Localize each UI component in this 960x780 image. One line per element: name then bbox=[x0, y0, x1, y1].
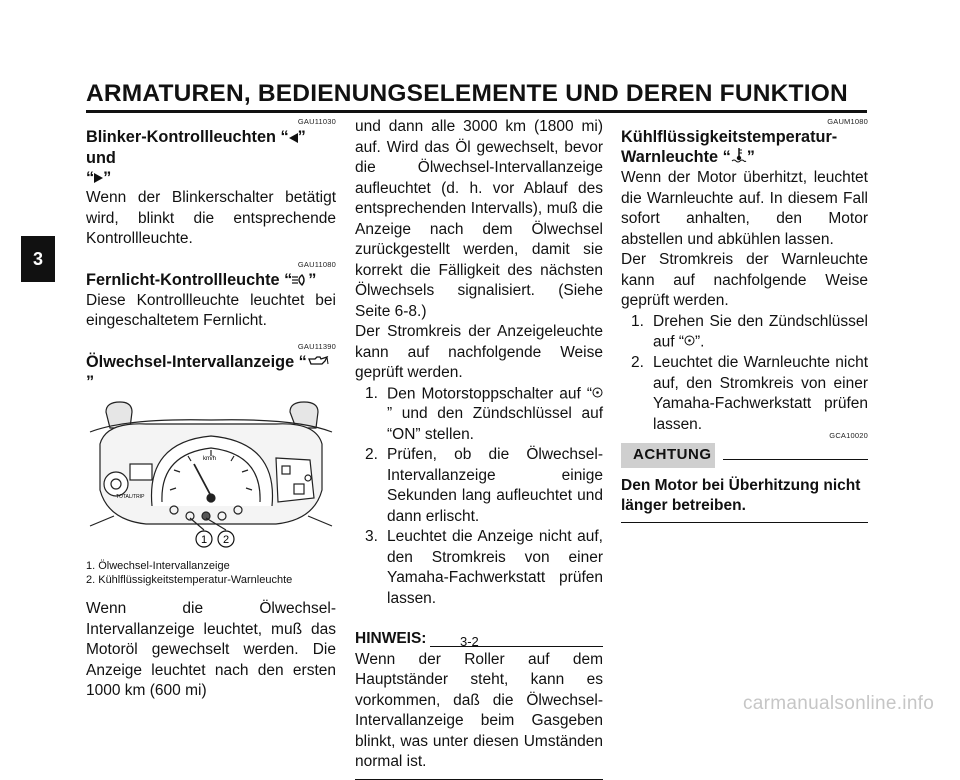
list-item bbox=[365, 384, 603, 446]
ref-code: GCA10020 bbox=[829, 431, 868, 441]
oelwechsel-text: Wenn die Ölwechsel-Intervallanzeige leuchtet, muß das Motoröl gewechselt werden. Die Anzeige leuchtet nach den ersten 1000 km (600 mi) bbox=[86, 600, 336, 700]
oelwechsel-heading bbox=[86, 352, 336, 393]
callout-2: 2 bbox=[222, 534, 230, 547]
coolant-heading bbox=[621, 127, 868, 168]
list-number: 2. bbox=[631, 354, 644, 372]
header-rule bbox=[86, 110, 867, 113]
fernlicht-text: Diese Kontrollleuchte leuchtet bei eingeschaltetem Fernlicht. bbox=[86, 291, 336, 330]
achtung-banner bbox=[621, 443, 868, 468]
oel-continued-text: und dann alle 3000 km (1800 mi) auf. Wird das Öl gewechselt, bevor die Ölwechsel-Intervallanzeige aufleuchtet (d. h. vor Ablauf des entsprechenden Intervalls), muß die Anzeige nach dem Ölwechsel zurückgestellt werden, damit sie korrekt die Fälligkeit des nächsten Ölwechsels signalisiert. (Siehe Seite 6-8.) bbox=[355, 118, 603, 320]
list-number: 3. bbox=[365, 528, 378, 546]
heading-text: ” bbox=[86, 373, 95, 392]
hinweis-rule bbox=[430, 646, 603, 647]
list-text: Den Motorstoppschalter auf “ bbox=[387, 384, 592, 402]
list-text: Drehen Sie den Zündschlüssel auf “ bbox=[653, 312, 868, 351]
heading-text: Blinker-Kontrollleuchten “ bbox=[86, 128, 289, 146]
list-number: 1. bbox=[631, 312, 644, 330]
hinweis-text: Wenn der Roller auf dem Hauptständer steht, kann es vorkommen, daß die Ölwechsel-Intervallanzeige beim Gasgeben blinkt, was unter diesen Umständen normal ist. bbox=[355, 650, 603, 780]
watermark: carmanualsonline.info bbox=[743, 693, 935, 714]
heading-text: ” bbox=[308, 270, 317, 289]
achtung-rule bbox=[723, 459, 868, 460]
section-header: ARMATUREN, BEDIENUNGSELEMENTE UND DEREN FUNKTION bbox=[86, 80, 848, 107]
chapter-tab: 3 bbox=[21, 236, 55, 282]
circuit-check-intro: Der Stromkreis der Anzeigeleuchte kann auf nachfolgende Weise geprüft werden. bbox=[355, 323, 603, 381]
high-beam-icon bbox=[292, 271, 308, 291]
coolant-text: Wenn der Motor überhitzt, leuchtet die Warnleuchte auf. In diesem Fall sofort anhalten, den Motor abstellen und abkühlen lassen. bbox=[621, 169, 868, 248]
fernlicht-heading bbox=[86, 270, 336, 291]
list-item bbox=[365, 527, 603, 609]
instrument-figure bbox=[86, 398, 336, 556]
ref-code: GAUM1080 bbox=[827, 117, 868, 126]
list-text: Leuchtet die Anzeige nicht auf, den Stromkreis von einer Yamaha-Fachwerkstatt prüfen lassen. bbox=[387, 528, 603, 607]
heading-text: Fernlicht-Kontrollleuchte “ bbox=[86, 270, 293, 289]
hinweis-label: HINWEIS: bbox=[355, 630, 427, 648]
warning-text: Den Motor bei Überhitzung nicht länger betreiben. bbox=[621, 476, 868, 523]
speedometer-illustration bbox=[86, 398, 336, 556]
heading-text: ” und bbox=[86, 128, 306, 167]
list-item bbox=[631, 353, 868, 435]
engine-run-icon bbox=[592, 384, 603, 405]
turn-left-icon bbox=[289, 128, 298, 148]
coolant-check-intro: Der Stromkreis der Warnleuchte kann auf nachfolgende Weise geprüft werden. bbox=[621, 251, 868, 310]
list-text: Leuchtet die Warnleuchte nicht auf, den Stromkreis von einer Yamaha-Fachwerkstatt prüfen lassen. bbox=[653, 354, 868, 433]
caption-2: 2. Kühlflüssigkeitstemperatur-Warnleuchte bbox=[86, 574, 293, 587]
list-number: 1. bbox=[365, 384, 378, 402]
heading-text: “ bbox=[86, 168, 95, 187]
middle-column bbox=[355, 117, 603, 780]
ref-code: GAU11030 bbox=[297, 117, 336, 126]
caption-1: 1. Ölwechsel-Intervallanzeige bbox=[86, 560, 230, 573]
list-text: Prüfen, ob die Ölwechsel-Intervallanzeige einige Sekunden lang aufleuchtet und dann erlischt. bbox=[387, 446, 603, 525]
blinker-text: Wenn der Blinkerschalter betätigt wird, blinkt die entsprechende Kontrollleuchte. bbox=[86, 189, 336, 248]
speed-unit-label: km/h bbox=[203, 456, 217, 463]
heading-text: ” bbox=[746, 148, 755, 166]
ignition-on-icon bbox=[684, 332, 695, 353]
blinker-heading bbox=[86, 127, 336, 188]
hinweis-heading bbox=[355, 629, 603, 650]
heading-text: Ölwechsel-Intervallanzeige “ bbox=[86, 352, 307, 371]
heading-text: Kühlflüssigkeitstemperatur- bbox=[621, 128, 838, 146]
callout-1: 1 bbox=[200, 534, 208, 547]
coolant-temp-icon bbox=[731, 147, 747, 168]
list-number: 2. bbox=[365, 446, 378, 464]
ref-code: GAU11080 bbox=[297, 259, 336, 269]
list-text: ” und den Zündschlüssel auf “ON” stellen. bbox=[387, 405, 603, 443]
turn-right-icon bbox=[94, 168, 103, 188]
list-item bbox=[631, 312, 868, 353]
right-column bbox=[621, 117, 868, 523]
left-column bbox=[86, 117, 336, 702]
heading-text: Warnleuchte “ bbox=[621, 148, 731, 166]
list-text: ”. bbox=[695, 333, 705, 351]
page-number: 3-2 bbox=[460, 634, 479, 649]
achtung-label: ACHTUNG bbox=[621, 443, 715, 468]
heading-text: ” bbox=[103, 168, 112, 187]
list-item bbox=[365, 445, 603, 527]
oil-can-icon bbox=[307, 352, 329, 372]
totaltrip-label: TOTAL/TRIP bbox=[116, 494, 145, 501]
ref-code: GAU11390 bbox=[297, 341, 336, 351]
